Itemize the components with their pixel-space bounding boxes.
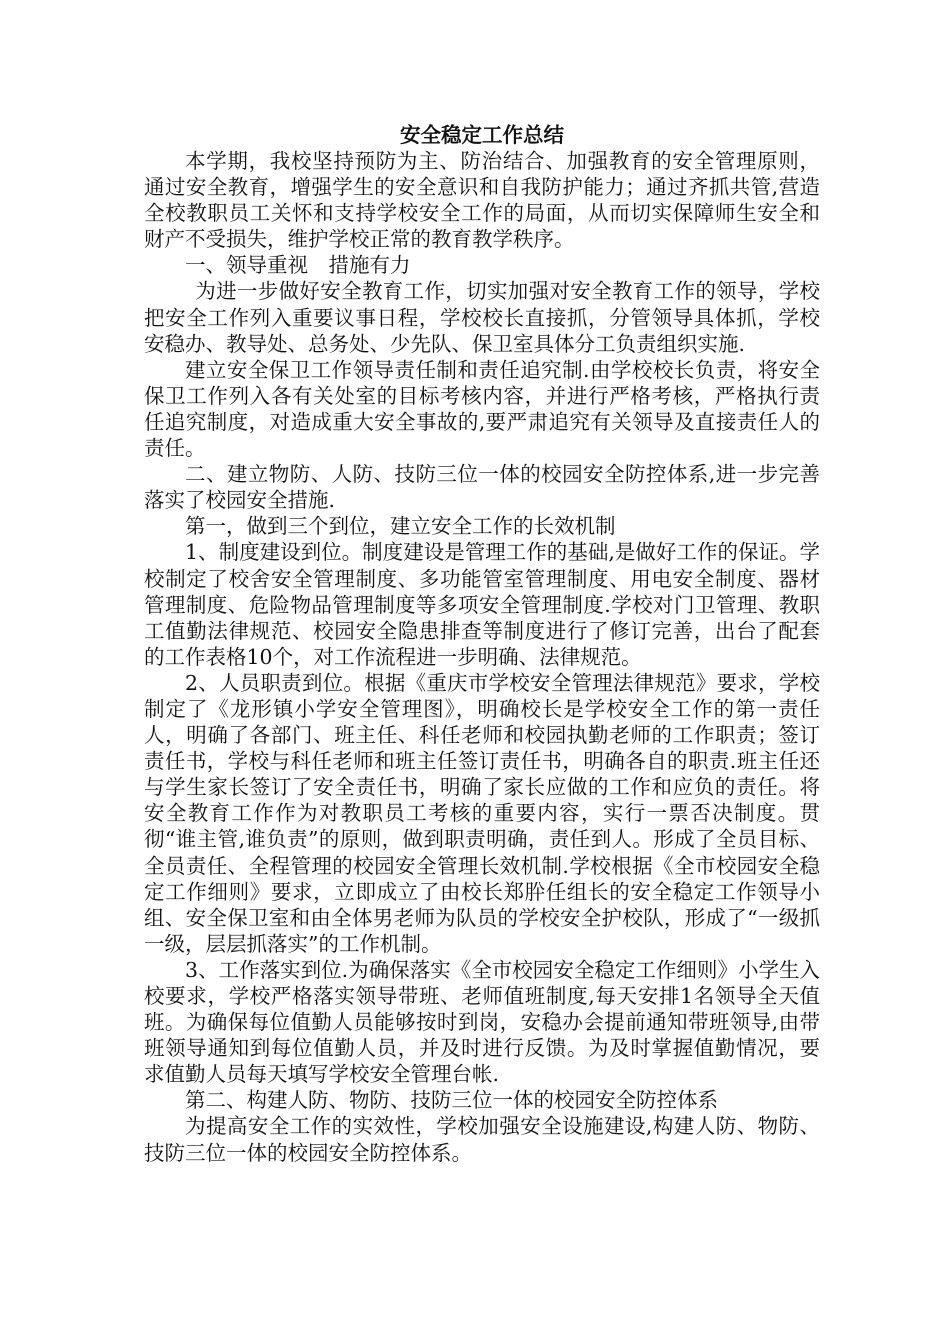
paragraph-system-building: 1、制度建设到位。制度建设是管理工作的基础,是做好工作的保证。学校制定了校舍安全管理制度、多功能管室管理制度、用电安全制度、器材管理制度、危险物品管理制度等多项安全管理制度.学校对门卫管理、教职工值勤法律规范、校园安全隐患排查等制度进行了修订完善，出台了配套的工作表格10个，对工作流程进一步明确、法律规范。 — [144, 540, 820, 669]
document-title: 安全稳定工作总结 — [400, 123, 564, 147]
paragraph-prevention-system: 为提高安全工作的实效性，学校加强安全设施建设,构建人防、物防、技防三位一体的校园安全防控体系。 — [144, 1114, 820, 1165]
heading-section-2: 二、建立物防、人防、技防三位一体的校园安全防控体系,进一步完善落实了校园安全措施. — [144, 462, 820, 513]
paragraph-work-implementation: 3、工作落实到位.为确保落实《全市校园安全稳定工作细则》小学生入校要求，学校严格落实领导带班、老师值班制度,每天安排1名领导全天值班。为确保每位值勤人员能够按时到岗，安稳办会提前通知带班领导,由带班领导通知到每位值勤人员，并及时进行反馈。为及时掌握值勤情况，要求值勤人员每天填写学校安全管理台帐. — [144, 957, 820, 1087]
paragraph-personnel-duties: 2、人员职责到位。根据《重庆市学校安全管理法律规范》要求，学校制定了《龙形镇小学安全管理图》，明确校长是学校安全工作的第一责任人，明确了各部门、班主任、科任老师和校园执勤老师的工作职责；签订责任书，学校与科任老师和班主任签订责任书，明确各自的职责.班主任还与学生家长签订了安全责任书，明确了家长应做的工作和应负的责任。将安全教育工作作为对教职员工考核的重要内容，实行一票否决制度。贯彻“谁主管,谁负责”的原则，做到职责明确，责任到人。形成了全员目标、全员责任、全程管理的校园安全管理长效机制.学校根据《全市校园安全稳定工作细则》要求，立即成立了由校长郑肸任组长的安全稳定工作领导小组、安全保卫室和由全体男老师为队员的学校安全护校队，形成了“一级抓一级，层层抓落实”的工作机制。 — [144, 670, 820, 956]
paragraph-intro: 本学期，我校坚持预防为主、防治结合、加强教育的安全管理原则，通过安全教育，增强学生的安全意识和自我防护能力；通过齐抓共管,营造全校教职员工关怀和支持学校安全工作的局面，从而切实保障师生安全和财产不受损失，维护学校正常的教育教学秩序。 — [144, 149, 820, 252]
paragraph-responsibility-system: 建立安全保卫工作领导责任制和责任追究制.由学校校长负责，将安全保卫工作列入各有关处室的目标考核内容，并进行严格考核，严格执行责任追究制度，对造成重大安全事故的,要严肃追究有关领导及直接责任人的责任。 — [144, 357, 820, 461]
heading-subsection-1: 第一，做到三个到位，建立安全工作的长效机制 — [185, 514, 616, 539]
document-page — [144, 122, 820, 1166]
heading-section-1: 一、领导重视 措施有力 — [185, 253, 411, 278]
heading-subsection-2: 第二、构建人防、物防、技防三位一体的校园安全防控体系 — [185, 1088, 718, 1113]
paragraph-leadership: 为进一步做好安全教育工作，切实加强对安全教育工作的领导，学校把安全工作列入重要议事日程，学校校长直接抓，分管领导具体抓，学校安稳办、教导处、总务处、少先队、保卫室具体分工负责组织实施. — [144, 279, 820, 356]
